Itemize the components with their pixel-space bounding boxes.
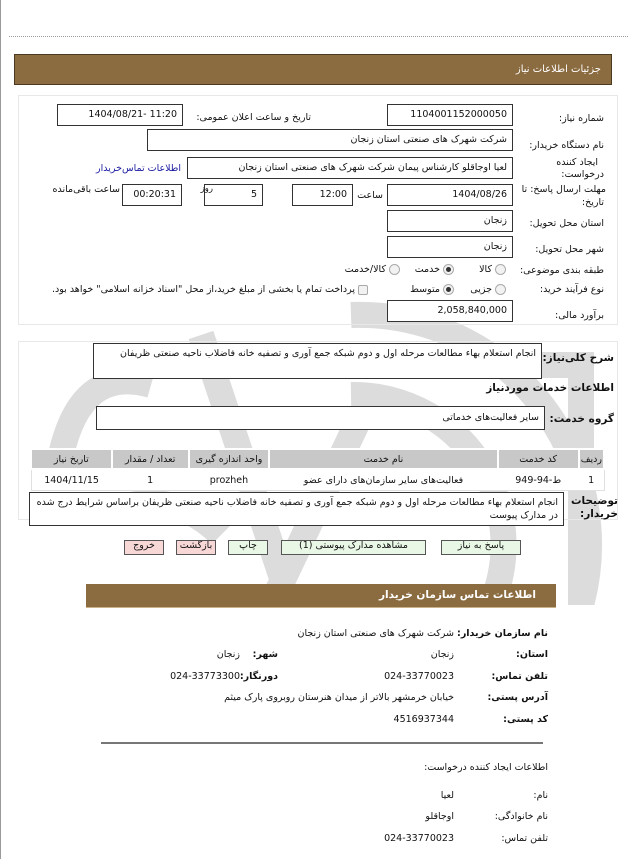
requester-label-1: ایجاد کننده [556, 157, 598, 168]
col-service-name: نام خدمت [269, 449, 497, 469]
summary-field[interactable]: انجام استعلام بهاء مطالعات مرحله اول و دوم شبکه جمع آوری و تصفیه خانه فاضلاب ناحیه صنعتی ظریفان [93, 343, 542, 379]
cell-unit: prozheh [209, 474, 249, 486]
buyer-org-label: نام دستگاه خریدار: [529, 140, 604, 151]
page-title: جزئیات اطلاعات نیاز [515, 64, 601, 75]
back-button[interactable]: بازگشت [176, 540, 216, 555]
col-row-number: ردیف [579, 449, 604, 469]
radio-goods-label: کالا [479, 264, 492, 275]
cell-quantity: 1 [147, 474, 154, 486]
remaining-time-label: ساعت باقی‌مانده [52, 184, 120, 195]
contact-province-label: استان: [516, 649, 548, 660]
requester-field[interactable]: لعیا اوجاقلو کارشناس پیمان شرکت شهرک های صنعتی استان زنجان [187, 157, 513, 179]
category-option-goods-service[interactable] [345, 264, 400, 275]
cell-service-code: ط-94-949 [515, 474, 562, 486]
radio-service[interactable] [443, 264, 454, 275]
need-number-field[interactable]: 1104001152000050 [387, 104, 513, 126]
cell-service-name: فعالیت‌های سایر سازمان‌های دارای عضو [303, 474, 464, 486]
contact-city-label: شهر: [252, 649, 278, 660]
cell-need-date: 1404/11/15 [44, 474, 99, 486]
creator-phone-label: تلفن تماس: [501, 833, 548, 844]
col-need-date: تاریخ نیاز [31, 449, 112, 469]
radio-minor[interactable] [495, 284, 506, 295]
contact-org-value: شرکت شهرک های صنعتی استان زنجان [297, 628, 454, 639]
budget-label: برآورد مالی: [555, 310, 604, 321]
contact-address-label: آدرس پستی: [487, 692, 548, 703]
process-option-minor[interactable] [470, 284, 506, 295]
contact-title: اطلاعات تماس سازمان خریدار [379, 589, 536, 601]
process-option-medium[interactable] [410, 284, 454, 295]
creator-first-name-value: لعیا [440, 790, 454, 801]
contact-divider [101, 742, 543, 744]
creator-first-name-label: نام: [533, 790, 548, 801]
contact-address-value: خیابان خرمشهر بالاتر از میدان هنرستان روبروی پارک میثم [224, 692, 454, 703]
summary-label: شرح کلی‌نیاز: [542, 352, 614, 364]
col-unit: واحد اندازه گیری [189, 449, 270, 469]
contact-org-label: نام سازمان خریدار: [457, 628, 548, 639]
need-number-label: شماره نیاز: [558, 113, 604, 124]
table-row[interactable] [31, 469, 604, 491]
delivery-city-label: شهر محل تحویل: [535, 244, 604, 255]
deadline-label-2: تاریخ: [581, 197, 604, 208]
contact-phone-label: تلفن تماس: [491, 671, 548, 682]
creator-last-name-label: نام خانوادگی: [494, 811, 548, 822]
contact-phone-value: 024-33770023 [384, 671, 454, 682]
treasury-checkbox[interactable] [358, 285, 368, 295]
treasury-checkbox-label: پرداخت تمام یا بخشی از مبلغ خرید،از محل "اسناد خزانه اسلامی" خواهد بود. [52, 284, 355, 295]
buyer-notes-label-2: خریدار: [580, 508, 618, 520]
service-group-label: گروه خدمت: [549, 413, 614, 425]
service-group-field[interactable]: سایر فعالیت‌های خدماتی [96, 406, 545, 430]
contact-city-value: زنجان [216, 649, 240, 660]
radio-goods-service[interactable] [389, 264, 400, 275]
deadline-date-field[interactable]: 1404/08/26 [387, 184, 513, 206]
buyer-notes-field[interactable]: انجام استعلام بهاء مطالعات مرحله اول و دوم شبکه جمع آوری و تصفیه خانه فاضلاب ناحیه صنعتی ظریفان براساس شرایط درج شده در مدارک پیوست [29, 492, 564, 526]
delivery-city-field[interactable]: زنجان [387, 236, 513, 258]
buyer-org-field[interactable]: شرکت شهرک های صنعتی استان زنجان [147, 129, 513, 151]
col-service-code: کد خدمت [498, 449, 579, 469]
radio-service-label: خدمت [414, 264, 440, 275]
page-header [14, 54, 612, 85]
radio-medium[interactable] [443, 284, 454, 295]
contact-fax-label: دورنگار: [239, 671, 278, 682]
buyer-contact-link[interactable]: اطلاعات تماس‌خریدار [96, 163, 181, 174]
contact-province-value: زنجان [430, 649, 454, 660]
buyer-notes-label-1: توضیحات [570, 495, 618, 507]
contact-postal-label: کد پستی: [503, 714, 548, 725]
treasury-option[interactable] [52, 284, 368, 295]
radio-goods-service-label: کالا/خدمت [344, 264, 386, 275]
services-table [30, 448, 605, 491]
deadline-time-label: ساعت [357, 190, 383, 201]
col-quantity: تعداد / مقدار [112, 449, 189, 469]
radio-medium-label: متوسط [410, 284, 440, 295]
contact-fax-value: 024-33773300 [170, 671, 240, 682]
category-option-service[interactable] [415, 264, 454, 275]
process-type-label: نوع فرآیند خرید: [539, 284, 604, 295]
category-option-goods[interactable] [479, 264, 506, 275]
table-header-row [31, 449, 604, 469]
deadline-label-1: مهلت ارسال پاسخ: تا [521, 184, 606, 195]
requester-label-2: درخواست: [561, 169, 604, 180]
cell-row-number: 1 [588, 474, 595, 486]
announce-datetime-field[interactable]: 1404/08/21- 11:20 [57, 104, 183, 126]
radio-minor-label: جزیی [470, 284, 492, 295]
reply-button[interactable]: پاسخ به نیاز [441, 540, 521, 555]
announce-datetime-label: تاریخ و ساعت اعلان عمومی: [196, 112, 311, 123]
delivery-province-label: استان محل تحویل: [529, 218, 604, 229]
services-title: اطلاعات خدمات موردنیاز [486, 382, 614, 394]
category-label: طبقه بندی موضوعی: [519, 265, 604, 276]
creator-title: اطلاعات ایجاد کننده درخواست: [424, 762, 548, 773]
days-field[interactable]: 5 [204, 184, 263, 206]
deadline-time-field[interactable]: 12:00 [292, 184, 353, 206]
contact-header [86, 584, 556, 608]
remaining-time-field[interactable]: 00:20:31 [122, 184, 182, 206]
radio-goods[interactable] [495, 264, 506, 275]
contact-postal-value: 4516937344 [393, 714, 454, 725]
delivery-province-field[interactable]: زنجان [387, 210, 513, 232]
creator-last-name-value: اوجاقلو [425, 811, 454, 822]
creator-phone-value: 024-33770023 [384, 833, 454, 844]
print-button[interactable]: چاپ [228, 540, 268, 555]
exit-button[interactable]: خروج [124, 540, 164, 555]
days-label: روز [200, 184, 213, 194]
view-attachments-button[interactable]: مشاهده مدارک پیوستی (1) [281, 540, 426, 555]
budget-field[interactable]: 2,058,840,000 [387, 300, 513, 322]
top-divider [9, 36, 628, 37]
